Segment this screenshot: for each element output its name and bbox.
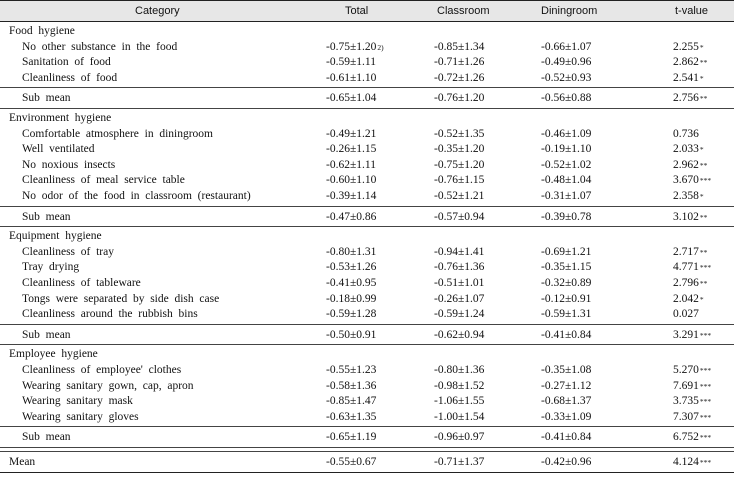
- cell-classroom: [434, 328, 484, 343]
- cell-classroom: [434, 127, 484, 142]
- table-header: [0, 0, 734, 22]
- row-label: [22, 210, 71, 225]
- row-label-text: Cleanliness of tray: [22, 245, 114, 258]
- cell-tvalue: [673, 142, 704, 157]
- table-row: [0, 292, 734, 307]
- cell-classroom: [434, 71, 484, 86]
- cell-total-text: -0.53±1.26: [326, 261, 377, 274]
- cell-tvalue-text: 6.752: [673, 431, 699, 444]
- cell-tvalue-text: 5.270: [673, 364, 699, 376]
- cell-diningroom: [541, 276, 591, 291]
- cell-classroom: [434, 307, 484, 322]
- table-row: [0, 410, 734, 425]
- row-label: [22, 91, 71, 106]
- cell-tvalue-text: 0.736: [673, 127, 699, 140]
- cell-tvalue-text: 4.771: [673, 261, 699, 274]
- cell-classroom: [434, 173, 484, 188]
- row-label: [22, 55, 111, 70]
- cell-tvalue-text: 2.255: [673, 40, 699, 53]
- table-rule: [0, 472, 734, 473]
- cell-diningroom: [541, 142, 591, 157]
- cell-tvalue-text: 3.102: [673, 210, 699, 223]
- cell-classroom-text: -0.62±0.94: [434, 328, 485, 341]
- cell-diningroom-text: -0.12±0.91: [541, 292, 592, 305]
- cell-total: [326, 210, 376, 225]
- cell-tvalue-text: 2.862: [673, 56, 699, 69]
- cell-diningroom-text: -0.31±1.07: [541, 190, 592, 202]
- cell-tvalue: [673, 189, 704, 204]
- row-label-text: Tray drying: [22, 261, 80, 274]
- cell-diningroom-text: -0.48±1.04: [541, 174, 592, 187]
- cell-classroom-text: -0.57±0.94: [434, 210, 485, 223]
- row-label: [9, 229, 102, 244]
- row-label: [22, 430, 71, 445]
- cell-diningroom-text: -0.39±0.78: [541, 210, 592, 223]
- row-label: [9, 24, 75, 39]
- cell-diningroom: [541, 328, 591, 343]
- row-label-text: Cleanliness around the rubbish bins: [22, 308, 198, 321]
- sub-mean-row: [0, 430, 734, 445]
- cell-classroom-text: -0.80±1.36: [434, 364, 485, 376]
- cell-tvalue-superscript: ***: [699, 397, 712, 407]
- table-row: [0, 40, 734, 55]
- cell-total-text: -0.59±1.28: [326, 308, 377, 321]
- row-label: [22, 127, 213, 142]
- cell-tvalue-superscript: *: [699, 145, 704, 155]
- row-label: [22, 292, 219, 307]
- cell-tvalue: [673, 276, 708, 291]
- cell-diningroom: [541, 292, 591, 307]
- cell-diningroom-text: -0.69±1.21: [541, 245, 592, 258]
- cell-total-text: -0.50±0.91: [326, 328, 377, 341]
- cell-diningroom: [541, 127, 591, 142]
- cell-classroom: [434, 394, 484, 409]
- cell-classroom: [434, 430, 484, 445]
- cell-diningroom-text: -0.52±1.02: [541, 158, 592, 171]
- header-diningroom: Diningroom: [541, 5, 598, 17]
- cell-total: [326, 142, 376, 157]
- cell-diningroom: [541, 379, 591, 394]
- sub-mean-row: [0, 328, 734, 343]
- row-label: [9, 347, 98, 362]
- cell-diningroom-text: -0.41±0.84: [541, 328, 592, 341]
- cell-total-text: -0.49±1.21: [326, 127, 377, 140]
- cell-total: [326, 189, 376, 204]
- table-rule: [0, 87, 734, 88]
- cell-total: [326, 71, 376, 86]
- cell-total: [326, 55, 376, 70]
- row-label: [9, 111, 111, 126]
- cell-total: [326, 260, 376, 275]
- cell-classroom-text: -0.75±1.20: [434, 158, 485, 171]
- cell-tvalue-superscript: **: [699, 94, 708, 104]
- row-label-text: Equipment hygiene: [9, 230, 102, 243]
- table-row: [0, 307, 734, 322]
- row-label-text: Comfortable atmosphere in diningroom: [22, 127, 213, 140]
- row-label-text: Sub mean: [22, 431, 71, 444]
- cell-classroom-text: -1.06±1.55: [434, 395, 485, 408]
- row-label-text: Cleanliness of tableware: [22, 277, 141, 289]
- row-label: [22, 245, 114, 260]
- cell-total: [326, 245, 376, 260]
- cell-diningroom: [541, 363, 591, 378]
- cell-diningroom-text: -0.32±0.89: [541, 277, 592, 289]
- cell-tvalue: [673, 40, 704, 55]
- cell-classroom-text: -0.76±1.20: [434, 92, 485, 105]
- cell-total-text: -0.55±0.67: [326, 456, 377, 468]
- cell-classroom: [434, 158, 484, 173]
- cell-diningroom: [541, 260, 591, 275]
- mean-row: [0, 455, 734, 470]
- cell-tvalue-superscript: **: [699, 212, 708, 222]
- cell-tvalue-superscript: ***: [699, 263, 712, 273]
- cell-total: [326, 410, 376, 425]
- cell-tvalue-text: 7.691: [673, 379, 699, 392]
- table-rule: [0, 226, 734, 227]
- cell-tvalue: [673, 245, 708, 260]
- row-label-text: No odor of the food in classroom (restaurant): [22, 190, 251, 202]
- cell-tvalue-text: 3.670: [673, 174, 699, 187]
- row-label-text: Cleanliness of food: [22, 71, 118, 84]
- cell-tvalue-text: 2.756: [673, 92, 699, 105]
- cell-classroom-text: -0.35±1.20: [434, 143, 485, 156]
- cell-tvalue-superscript: **: [699, 279, 708, 288]
- cell-classroom-text: -0.52±1.35: [434, 127, 485, 140]
- cell-diningroom: [541, 173, 591, 188]
- row-label: [9, 455, 35, 470]
- cell-diningroom: [541, 158, 591, 173]
- cell-total-text: -0.62±1.11: [326, 158, 376, 171]
- cell-tvalue-text: 0.027: [673, 308, 699, 321]
- cell-total: [326, 276, 376, 291]
- sub-mean-row: [0, 210, 734, 225]
- cell-tvalue-superscript: ***: [699, 412, 712, 422]
- cell-total-text: -0.61±1.10: [326, 71, 377, 84]
- cell-tvalue-superscript: *: [699, 192, 704, 201]
- cell-classroom-text: -0.85±1.34: [434, 40, 485, 53]
- cell-diningroom-text: -0.59±1.31: [541, 308, 592, 321]
- table-row: [0, 394, 734, 409]
- cell-total-text: -0.58±1.36: [326, 379, 377, 392]
- cell-tvalue: [673, 55, 708, 70]
- row-label-text: No other substance in the food: [22, 40, 178, 53]
- cell-diningroom: [541, 430, 591, 445]
- cell-total-text: -0.60±1.10: [326, 174, 377, 187]
- cell-classroom: [434, 410, 484, 425]
- cell-tvalue-text: 2.796: [673, 277, 699, 289]
- cell-tvalue: [673, 158, 708, 173]
- row-label-text: Wearing sanitary gloves: [22, 410, 139, 423]
- cell-diningroom: [541, 245, 591, 260]
- cell-diningroom-text: -0.46±1.09: [541, 127, 592, 140]
- cell-classroom-text: -0.71±1.37: [434, 456, 485, 468]
- row-label: [22, 328, 71, 343]
- table-row: [0, 71, 734, 86]
- cell-tvalue: [673, 363, 712, 378]
- row-label-text: Well ventilated: [22, 143, 95, 156]
- cell-classroom-text: -1.00±1.54: [434, 410, 485, 423]
- cell-total: [326, 394, 376, 409]
- cell-diningroom-text: -0.35±1.15: [541, 261, 592, 274]
- cell-total: [326, 379, 376, 394]
- table-rule: [0, 451, 734, 452]
- cell-classroom: [434, 40, 484, 55]
- cell-tvalue: [673, 394, 712, 409]
- cell-classroom-text: -0.76±1.15: [434, 174, 485, 187]
- cell-total-text: -0.80±1.31: [326, 245, 377, 258]
- table-rule: [0, 108, 734, 109]
- cell-classroom: [434, 292, 484, 307]
- row-label: [22, 189, 251, 204]
- cell-total: [326, 292, 376, 307]
- table-row: [0, 245, 734, 260]
- row-label-text: Environment hygiene: [9, 112, 112, 124]
- table-row: [0, 363, 734, 378]
- cell-tvalue-text: 2.033: [673, 143, 699, 156]
- row-label: [22, 71, 117, 86]
- row-label: [22, 307, 198, 322]
- cell-tvalue-superscript: ***: [699, 433, 712, 443]
- cell-tvalue: [673, 307, 699, 322]
- table-rule: [0, 447, 734, 448]
- cell-classroom-text: -0.71±1.26: [434, 56, 485, 69]
- cell-total: [326, 40, 384, 55]
- cell-total-text: -0.47±0.86: [326, 210, 377, 223]
- cell-tvalue: [673, 71, 704, 86]
- table-rule: [0, 426, 734, 427]
- cell-classroom-text: -0.52±1.21: [434, 190, 485, 202]
- cell-tvalue: [673, 210, 708, 225]
- row-label-text: Sanitation of food: [22, 56, 111, 69]
- group-heading-row: [0, 111, 734, 126]
- cell-tvalue-superscript: ***: [699, 176, 712, 186]
- table-rule: [0, 206, 734, 207]
- cell-classroom: [434, 210, 484, 225]
- row-label: [22, 410, 139, 425]
- cell-tvalue: [673, 410, 712, 425]
- row-label-text: Sub mean: [22, 328, 71, 341]
- header-category: Category: [135, 5, 180, 17]
- row-label: [22, 363, 181, 378]
- cell-tvalue-text: 2.717: [673, 245, 699, 258]
- header-classroom: Classroom: [437, 5, 490, 17]
- cell-classroom-text: -0.98±1.52: [434, 379, 485, 392]
- row-label-text: No noxious insects: [22, 158, 116, 171]
- cell-tvalue-text: 3.735: [673, 395, 699, 408]
- cell-total-text: -0.63±1.35: [326, 410, 377, 423]
- cell-tvalue-superscript: *: [699, 42, 704, 52]
- row-label-text: Wearing sanitary gown, cap, apron: [22, 379, 194, 392]
- cell-tvalue: [673, 430, 712, 445]
- table-rule: [0, 344, 734, 345]
- cell-diningroom-text: -0.19±1.10: [541, 143, 592, 156]
- cell-diningroom: [541, 455, 591, 470]
- cell-total-text: -0.39±1.14: [326, 190, 377, 202]
- cell-tvalue: [673, 328, 712, 343]
- cell-total: [326, 127, 376, 142]
- cell-tvalue-text: 2.962: [673, 158, 699, 171]
- row-label-text: Employee hygiene: [9, 348, 98, 361]
- cell-diningroom-text: -0.41±0.84: [541, 431, 592, 444]
- sub-mean-row: [0, 91, 734, 106]
- cell-classroom-text: -0.94±1.41: [434, 245, 485, 258]
- row-label: [22, 276, 141, 291]
- cell-classroom: [434, 189, 484, 204]
- cell-diningroom: [541, 210, 591, 225]
- cell-total-text: -0.65±1.19: [326, 431, 377, 444]
- cell-total: [326, 328, 376, 343]
- cell-total-text: -0.55±1.23: [326, 364, 377, 376]
- cell-diningroom-text: -0.35±1.08: [541, 364, 592, 376]
- cell-tvalue-text: 2.042: [673, 292, 699, 305]
- cell-classroom-text: -0.76±1.36: [434, 261, 485, 274]
- row-label-text: Tongs were separated by side dish case: [22, 292, 220, 305]
- cell-tvalue-superscript: ***: [699, 381, 712, 391]
- cell-tvalue: [673, 379, 712, 394]
- row-label-text: Mean: [9, 456, 36, 468]
- row-label: [22, 158, 115, 173]
- cell-total: [326, 158, 376, 173]
- cell-classroom-text: -0.72±1.26: [434, 71, 485, 84]
- table-row: [0, 260, 734, 275]
- row-label-text: Cleanliness of meal service table: [22, 174, 185, 187]
- cell-tvalue-superscript: ***: [699, 366, 712, 375]
- cell-total-text: -0.75±1.20: [326, 40, 377, 53]
- cell-classroom-text: -0.51±1.01: [434, 277, 485, 289]
- cell-total: [326, 91, 376, 106]
- cell-diningroom: [541, 91, 591, 106]
- cell-classroom: [434, 455, 484, 470]
- cell-total-text: -0.85±1.47: [326, 395, 377, 408]
- cell-diningroom: [541, 410, 591, 425]
- cell-classroom: [434, 276, 484, 291]
- cell-tvalue-superscript: *: [699, 73, 704, 83]
- cell-tvalue: [673, 292, 704, 307]
- cell-classroom: [434, 55, 484, 70]
- cell-classroom-text: -0.59±1.24: [434, 308, 485, 321]
- cell-total-text: -0.65±1.04: [326, 92, 377, 105]
- cell-diningroom-text: -0.42±0.96: [541, 456, 592, 468]
- cell-diningroom: [541, 394, 591, 409]
- header-tvalue: t-value: [675, 5, 709, 17]
- cell-classroom: [434, 91, 484, 106]
- cell-tvalue: [673, 455, 712, 470]
- cell-total-text: -0.41±0.95: [326, 277, 377, 289]
- row-label: [22, 142, 95, 157]
- cell-tvalue: [673, 173, 712, 188]
- cell-tvalue: [673, 127, 699, 142]
- cell-total: [326, 363, 376, 378]
- cell-tvalue-superscript: **: [699, 247, 708, 257]
- cell-total-superscript: 2): [377, 42, 384, 52]
- cell-tvalue-text: 7.307: [673, 410, 699, 423]
- cell-diningroom-text: -0.56±0.88: [541, 92, 592, 105]
- table-row: [0, 379, 734, 394]
- cell-diningroom-text: -0.27±1.12: [541, 379, 592, 392]
- cell-tvalue-superscript: ***: [699, 458, 712, 467]
- cell-classroom-text: -0.26±1.07: [434, 292, 485, 305]
- row-label-text: Sub mean: [22, 92, 71, 105]
- row-label-text: Food hygiene: [9, 25, 75, 37]
- cell-classroom: [434, 379, 484, 394]
- cell-classroom: [434, 260, 484, 275]
- cell-classroom: [434, 245, 484, 260]
- table-row: [0, 142, 734, 157]
- cell-classroom: [434, 142, 484, 157]
- cell-tvalue-text: 2.358: [673, 190, 699, 202]
- table-row: [0, 189, 734, 204]
- row-label: [22, 394, 133, 409]
- cell-total-text: -0.59±1.11: [326, 56, 376, 69]
- cell-total: [326, 307, 376, 322]
- cell-tvalue-superscript: ***: [699, 330, 712, 340]
- cell-diningroom: [541, 55, 591, 70]
- table-row: [0, 55, 734, 70]
- group-heading-row: [0, 229, 734, 244]
- cell-diningroom: [541, 189, 591, 204]
- cell-tvalue: [673, 91, 708, 106]
- cell-diningroom: [541, 307, 591, 322]
- cell-tvalue: [673, 260, 712, 275]
- cell-tvalue-superscript: **: [699, 160, 708, 170]
- table-row: [0, 158, 734, 173]
- table-row: [0, 276, 734, 291]
- cell-classroom: [434, 363, 484, 378]
- cell-tvalue-text: 2.541: [673, 71, 699, 84]
- cell-tvalue-text: 4.124: [673, 456, 699, 468]
- cell-diningroom-text: -0.33±1.09: [541, 410, 592, 423]
- row-label-text: Wearing sanitary mask: [22, 395, 133, 408]
- table-row: [0, 173, 734, 188]
- cell-total: [326, 430, 376, 445]
- header-total: Total: [345, 5, 369, 17]
- table-row: [0, 127, 734, 142]
- group-heading-row: [0, 347, 734, 362]
- cell-diningroom-text: -0.68±1.37: [541, 395, 592, 408]
- group-heading-row: [0, 24, 734, 39]
- row-label: [22, 40, 177, 55]
- cell-total: [326, 173, 376, 188]
- table-rule: [0, 324, 734, 325]
- row-label: [22, 260, 79, 275]
- cell-tvalue-superscript: *: [699, 294, 704, 304]
- cell-total-text: -0.26±1.15: [326, 143, 377, 156]
- cell-total-text: -0.18±0.99: [326, 292, 377, 305]
- cell-diningroom: [541, 40, 591, 55]
- row-label-text: Cleanliness of employee' clothes: [22, 364, 182, 376]
- cell-tvalue-text: 3.291: [673, 328, 699, 341]
- cell-diningroom: [541, 71, 591, 86]
- row-label: [22, 379, 194, 394]
- cell-diningroom-text: -0.49±0.96: [541, 56, 592, 69]
- cell-total: [326, 455, 376, 470]
- cell-diningroom-text: -0.66±1.07: [541, 40, 592, 53]
- cell-diningroom-text: -0.52±0.93: [541, 71, 592, 84]
- cell-tvalue-superscript: **: [699, 58, 708, 68]
- row-label: [22, 173, 185, 188]
- row-label-text: Sub mean: [22, 210, 71, 223]
- cell-classroom-text: -0.96±0.97: [434, 431, 485, 444]
